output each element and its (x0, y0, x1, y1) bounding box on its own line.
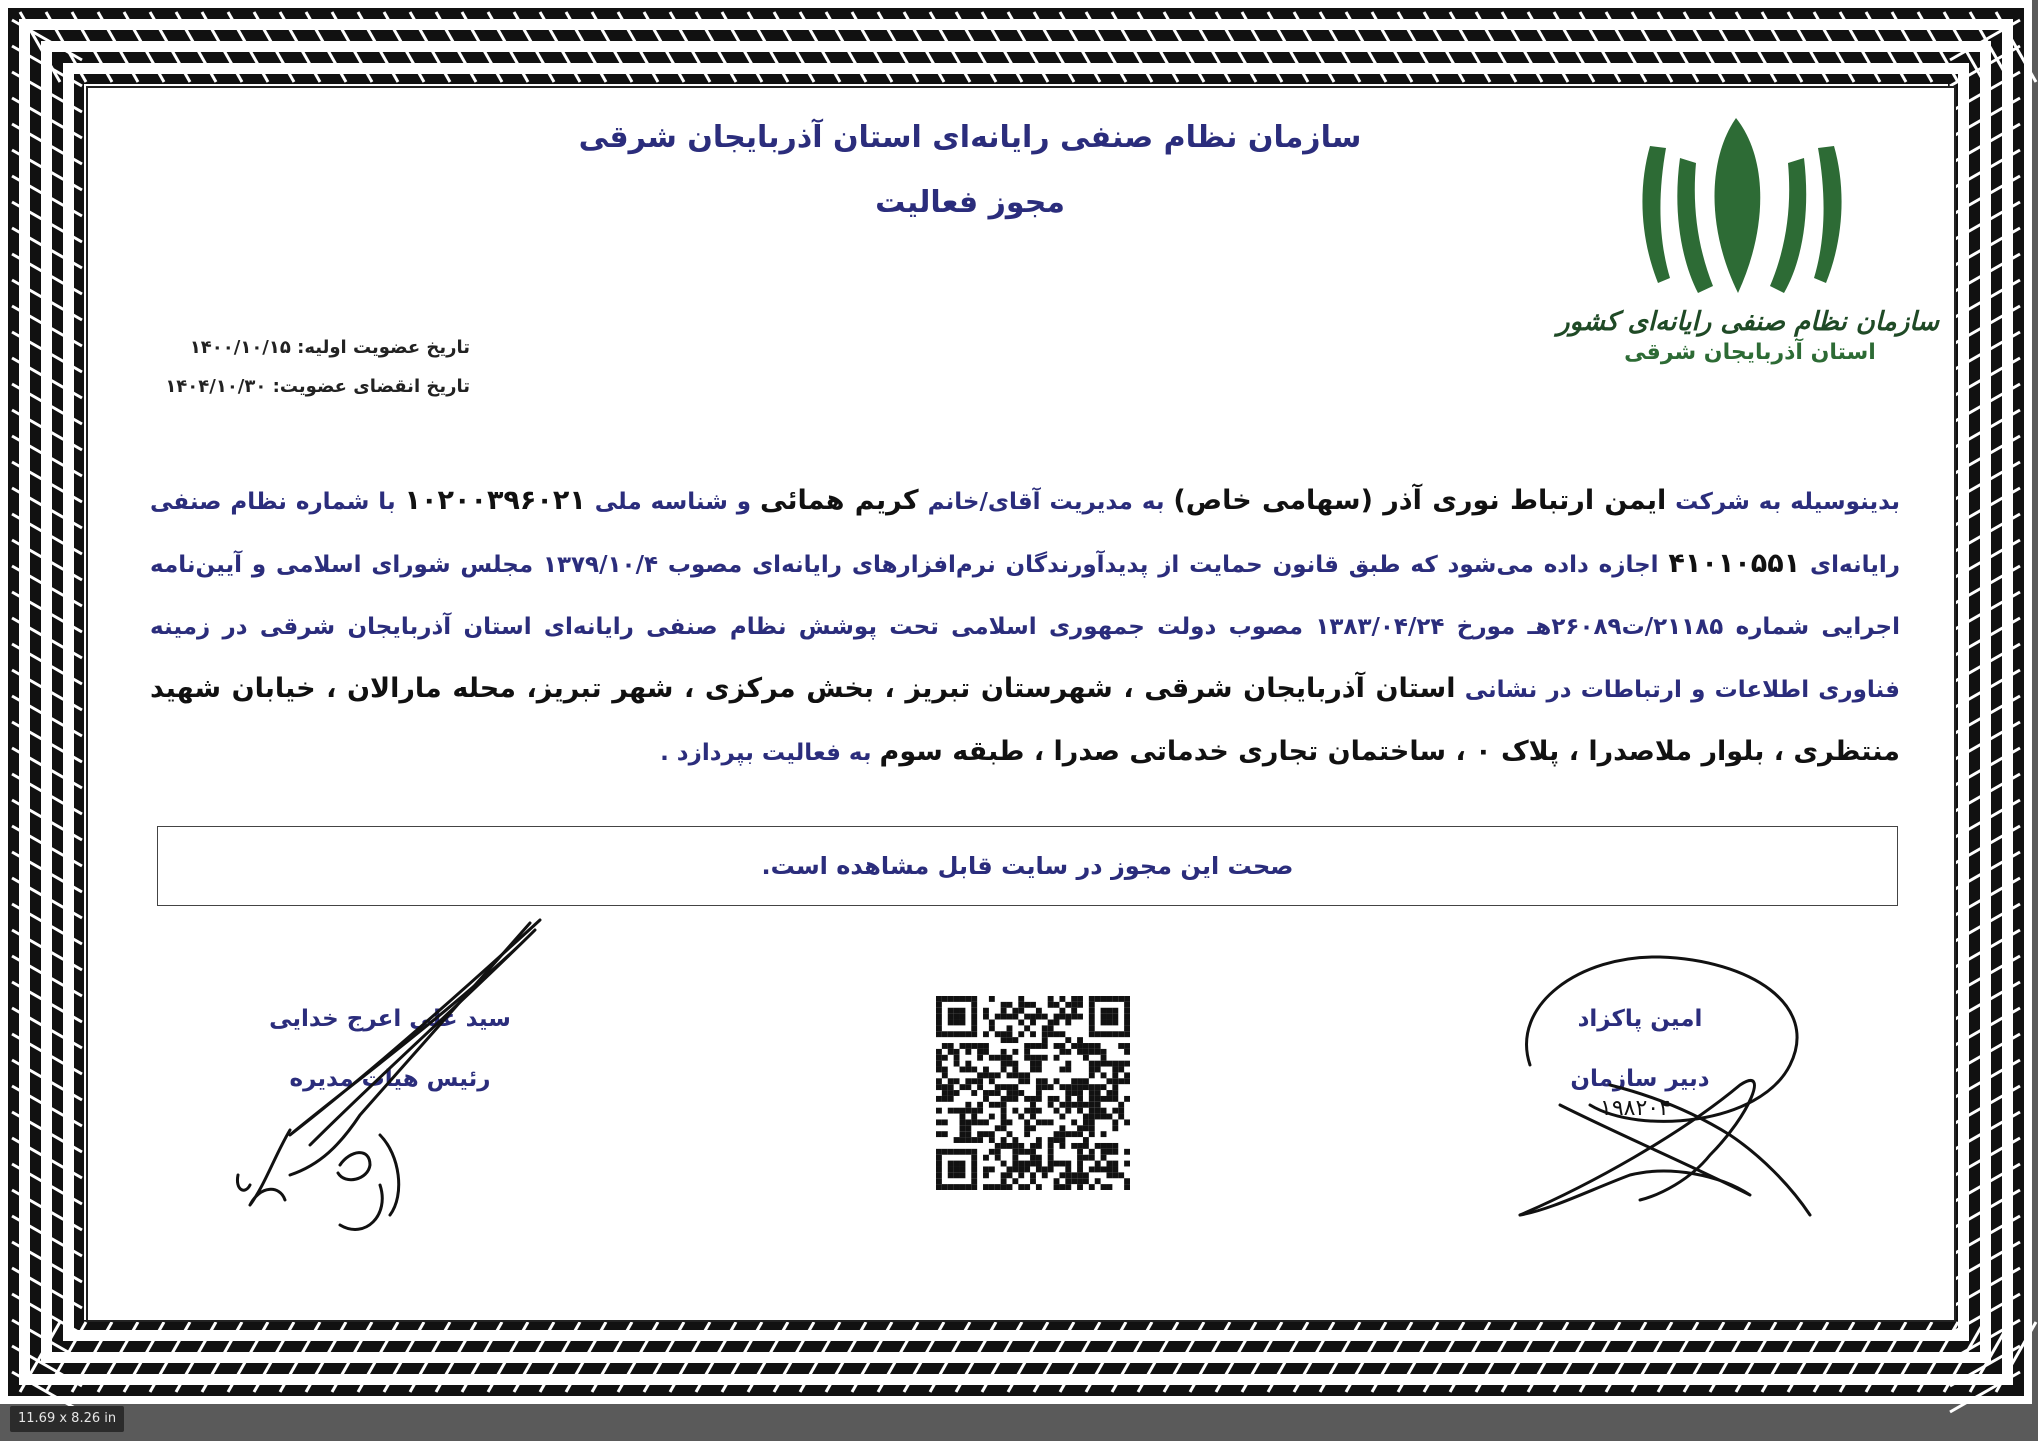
page-size-badge: 11.69 x 8.26 in (10, 1406, 124, 1432)
verification-notice-text: صحت این مجوز در سایت قابل مشاهده است. (761, 852, 1294, 880)
logo-caption: استان آذربایجان شرقی (1624, 340, 1876, 365)
membership-expiry-value: ۱۴۰۴/۱۰/۳۰ (165, 376, 267, 397)
secretary-name: امین پاکزاد (1577, 1006, 1703, 1032)
stamp-number: ۱۹۸۲۰۴ (1600, 1096, 1671, 1121)
membership-initial-value: ۱۴۰۰/۱۰/۱۵ (189, 337, 291, 358)
document-title: مجوز فعالیت (875, 185, 1065, 220)
body-national-id-label: و شناسه ملی (594, 489, 752, 515)
manager-name: کریم همائی (760, 485, 919, 516)
chairman-name: سید علی اعرج خدایی (269, 1006, 511, 1032)
body-legal-text: اجازه داده می‌شود که طبق قانون حمایت از پدیدآورندگان نرم‌افزارهای رایانه‌ای مصوب ۱۳۷۹/۱۰/۴ مجلس شورای اسلامی و آیین‌نامه اجرایی شماره ۲۱۱۸۵/ت۲۶۰۸۹هـ مورخ ۱۳۸۳/۰۴/۲۴ مصوب دولت جمهوری اسلامی تحت پوشش نظام صنفی رایانه‌ای استان آذربایجان شرقی در زمینه فناوری اطلاعات و ارتباطات در نشانی (150, 552, 1900, 703)
national-id: ۱۰۲۰۰۳۹۶۰۲۱ (404, 485, 586, 516)
organization-logo (1557, 118, 1939, 378)
secretary-signature (1490, 945, 1830, 1235)
body-closing: به فعالیت بپردازد . (660, 740, 872, 766)
body-system-number-label: با شماره نظام صنفی رایانه‌ای (150, 489, 1900, 578)
permit-body-text (150, 470, 1900, 784)
membership-initial-date (120, 337, 470, 358)
body-intro: بدینوسیله به شرکت (1675, 489, 1901, 515)
organization-title: سازمان نظام صنفی رایانه‌ای استان آذربایجان شرقی (578, 120, 1362, 155)
membership-expiry-label: تاریخ انقضای عضویت: (272, 376, 470, 397)
logo-wordmark: سازمان نظام صنفی رایانه‌ای کشور (1557, 307, 1939, 337)
membership-expiry-date (120, 376, 470, 397)
chairman-signature (230, 915, 560, 1245)
secretary-role: دبیر سازمان (1570, 1066, 1710, 1092)
verification-qr-code[interactable] (936, 996, 1130, 1190)
chairman-role: رئیس هیات مدیره (289, 1066, 491, 1092)
system-number: ۴۱۰۱۰۵۵۱ (1668, 548, 1801, 579)
verification-notice-box (157, 826, 1898, 906)
business-address: استان آذربایجان شرقی ، شهرستان تبریز ، بخش مرکزی ، شهر تبریز، محله مارالان ، خیابان شهید منتظری ، بلوار ملاصدرا ، پلاک ۰ ، ساختمان تجاری خدماتی صدرا ، طبقه سوم (150, 673, 1900, 767)
company-name: ایمن ارتباط نوری آذر (سهامی خاص) (1173, 485, 1667, 516)
membership-initial-label: تاریخ عضویت اولیه: (297, 337, 470, 358)
body-manager-label: به مدیریت آقای/خانم (927, 489, 1165, 515)
